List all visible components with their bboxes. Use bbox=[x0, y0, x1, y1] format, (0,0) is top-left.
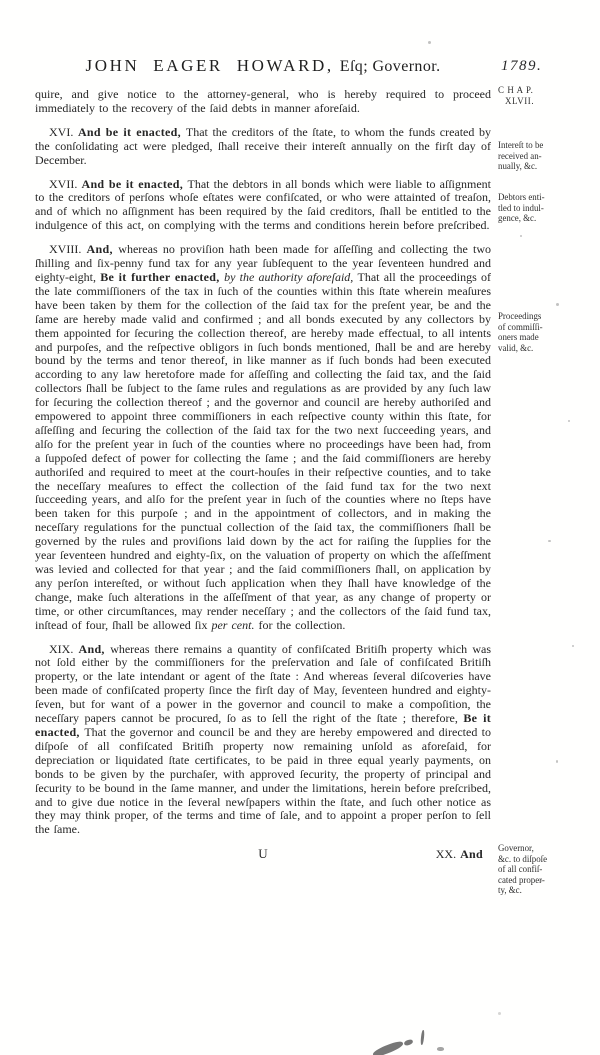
scan-speck bbox=[428, 41, 431, 44]
body-text-column bbox=[35, 88, 491, 863]
continuation-paragraph bbox=[35, 88, 491, 116]
text-run: That all the proceedings of the late commiſſioners of the tax in ſuch of the counties within this ſtate wherein meaſures have been taken by them for the collection of the ſaid tax for the preſent year, be and the ſame are hereby made valid and confirmed ; and all bonds executed by any collectors by them appointed for ſecuring the collection thereof, are hereby made effectual, to all intents and purpoſes, and the reſpective obligors in ſuch bonds mentioned, ſhall be and are hereby bound by the terms and tenor thereof, in like manner as if ſuch bonds had been executed according to any law heretofore made for aſſeſſing and collecting the ſaid tax, and the ſaid collectors ſhall be ſubject to the ſame rules and regulations as are provided by any ſuch law for ſecuring the collection thereof ; and the governor and council are hereby authoriſed and empowered to appoint three commiſſioners in each reſpective county within this ſtate, for aſſeſſing and ſecuring the collection of the ſaid tax for the two next ſucceeding years, and alſo for the preſent year in ſuch of the counties where no proceedings have been had, from a ſuppoſed defect of power for collecting the ſame ; and the ſaid commiſſioners are hereby authoriſed and required to meet at the court-houſes in their reſpective counties, and to take the neceſſary meaſures to effect the collection of the ſaid fund tax for the two next ſucceeding years, and alſo for the preſent year in ſuch of the counties where no ſteps have been taken for this purpoſe ; and in the appointment of collectors, and in making the neceſſary regulations for the punctual collection of the ſaid tax, the commiſſioners ſhall be governed by the rules and proviſions laid down by the act for raiſing the ſupplies for the year ſeventeen hundred and eighty-ſix, on the valuation of property on which the aſſeſſment was levied and collected for that year ; and the ſaid commiſſioners ſhall, on application by any perſon intereſted, or without ſuch application when they ſhall have knowledge of the change, make ſuch alterations in the aſſeſſment of that year, as any change of property or time, or other circumſtances, may render neceſſary ; and the collectors of the ſaid fund tax, inſtead of four, ſhall be allowed ſix bbox=[35, 269, 492, 632]
margin-note-line: oners made bbox=[498, 332, 539, 343]
margin-note-chapter bbox=[498, 85, 596, 106]
blackletter-phrase: And be it enacted, bbox=[77, 124, 186, 139]
scan-smudge bbox=[403, 1039, 413, 1047]
scan-speck bbox=[556, 760, 558, 763]
text-run: XVIII. bbox=[49, 242, 87, 257]
scan-speck bbox=[498, 1012, 501, 1015]
text-run: XIX. bbox=[49, 641, 79, 656]
margin-note-line: ty, &c. bbox=[498, 885, 522, 896]
margin-note-line: of commiſſi- bbox=[498, 321, 543, 332]
scan-speck bbox=[540, 880, 542, 882]
italic-phrase: by the authority aforeſaid, bbox=[224, 269, 358, 284]
section-xviii bbox=[35, 243, 491, 632]
margin-note-line: cated proper- bbox=[498, 874, 545, 885]
text-run: XVII. bbox=[49, 176, 82, 191]
scan-smudge bbox=[372, 1039, 405, 1055]
margin-note-line: Debtors enti- bbox=[498, 192, 545, 202]
margin-note-line: XLVII. bbox=[505, 95, 535, 106]
text-run: quire, and give notice to the attorney-general, who is hereby required to proceed immediately to the recovery of the ſaid debts in manner aforeſaid. bbox=[35, 87, 491, 115]
margin-note-debtors bbox=[498, 192, 596, 224]
text-run: whereas no proviſion hath been made for aſſeſſing and collecting the two ſhilling and ſix-penny fund tax for any year ſubſequent to the year ſeventeen hundred and eighty-eight, bbox=[35, 242, 491, 284]
margin-note-interest bbox=[498, 140, 596, 172]
blackletter-phrase: Be it further enacted, bbox=[100, 269, 225, 284]
text-run: That the creditors of the ſtate, to whom the funds created by the conſolidating act were pledged, ſhall receive their intereſt annually on the firſt day of December. bbox=[35, 124, 492, 167]
margin-note-line: tled to indul- bbox=[498, 202, 544, 213]
margin-note-line: received an- bbox=[498, 150, 542, 161]
margin-note-line: gence, &c. bbox=[498, 213, 537, 224]
text-run: That the debtors in all bonds which were liable to aſſignment to the creditors of perſons whoſe eſtates were confiſcated, or who were attainted of treaſon, and of which no aſſignment has been required by the ſaid creditors, ſhall be entitled to the indulgence of this act, on complying with the terms and conditions herein before preſcribed. bbox=[35, 176, 491, 233]
margin-note-line: nually, &c. bbox=[498, 161, 538, 172]
text-run: That the governor and council be and they are hereby empowered and directed to diſpoſe of all confiſcated Britiſh property now remaining unſold as aforeſaid, for depreciation or liquidated ſtate certificates, to be paid in three equal yearly payments, on bonds to be given by the purchaſer, with approved ſecurity, the property of principal and ſecurity to be bound in the ſame manner, and under the limitations, herein before preſcribed, and to give due notice in the ſeveral newſpapers within the ſtate, and ſuch other notice as they may think proper, of the terms and time of ſale, and to appoint a proper perſon to ſell the ſame. bbox=[35, 724, 491, 837]
scan-speck bbox=[556, 303, 559, 306]
italic-phrase: per cent. bbox=[211, 617, 259, 632]
margin-note-line: Intereſt to be bbox=[498, 140, 544, 150]
blackletter-phrase: And, bbox=[86, 242, 119, 257]
scan-speck bbox=[548, 540, 551, 542]
governor-name: JOHN EAGER HOWARD, bbox=[85, 56, 334, 75]
scan-speck bbox=[568, 420, 570, 422]
margin-note-line: Proceedings bbox=[498, 311, 542, 321]
text-run: whereas there remains a quantity of confiſcated Britiſh property which was not ſold either by the commiſſioners for the preſervation and ſale of confiſcated Britiſh property, or the late intendant or agent of the ſtate : And whereas ſeveral diſcoveries have been made of confiſcated property ſince the firſt day of May, ſeventeen hundred and eighty-ſeven, but for want of a power in the governor and council to make a compoſition, the neceſſary papers cannot be procured, ſo as to ſell the right of the ſtate ; therefore, bbox=[35, 641, 492, 726]
scan-speck bbox=[520, 235, 522, 237]
margin-note-line: of all confiſ- bbox=[498, 864, 543, 875]
text-run: for the collection. bbox=[258, 617, 346, 632]
governor-title: Eſq; Governor. bbox=[339, 58, 441, 75]
scan-smudge bbox=[437, 1047, 444, 1051]
blackletter-phrase: And bbox=[460, 847, 483, 862]
blackletter-phrase: And be it enacted, bbox=[81, 176, 188, 191]
margin-note-line: C H A P. bbox=[498, 85, 534, 95]
margin-note-line: valid, &c. bbox=[498, 342, 534, 353]
blackletter-phrase: Be it enacted, bbox=[35, 711, 491, 739]
section-xix bbox=[35, 643, 491, 838]
page-header bbox=[35, 56, 491, 76]
scan-mark bbox=[420, 1030, 425, 1045]
margin-note-line: Governor, bbox=[498, 843, 534, 853]
text-run: XX. bbox=[435, 847, 461, 862]
signature-mark: U bbox=[258, 846, 268, 862]
page-year: 1789. bbox=[501, 58, 543, 74]
text-run: XVI. bbox=[49, 124, 78, 139]
blackletter-phrase: And, bbox=[78, 641, 111, 656]
margin-note-governor bbox=[498, 843, 596, 896]
catchword bbox=[436, 848, 483, 862]
footer-line bbox=[35, 847, 491, 863]
margin-note-line: &c. to diſpoſe bbox=[498, 853, 548, 864]
section-xvii bbox=[35, 178, 491, 234]
scan-speck bbox=[572, 645, 574, 647]
margin-note-proceedings bbox=[498, 311, 596, 353]
section-xvi bbox=[35, 126, 491, 168]
